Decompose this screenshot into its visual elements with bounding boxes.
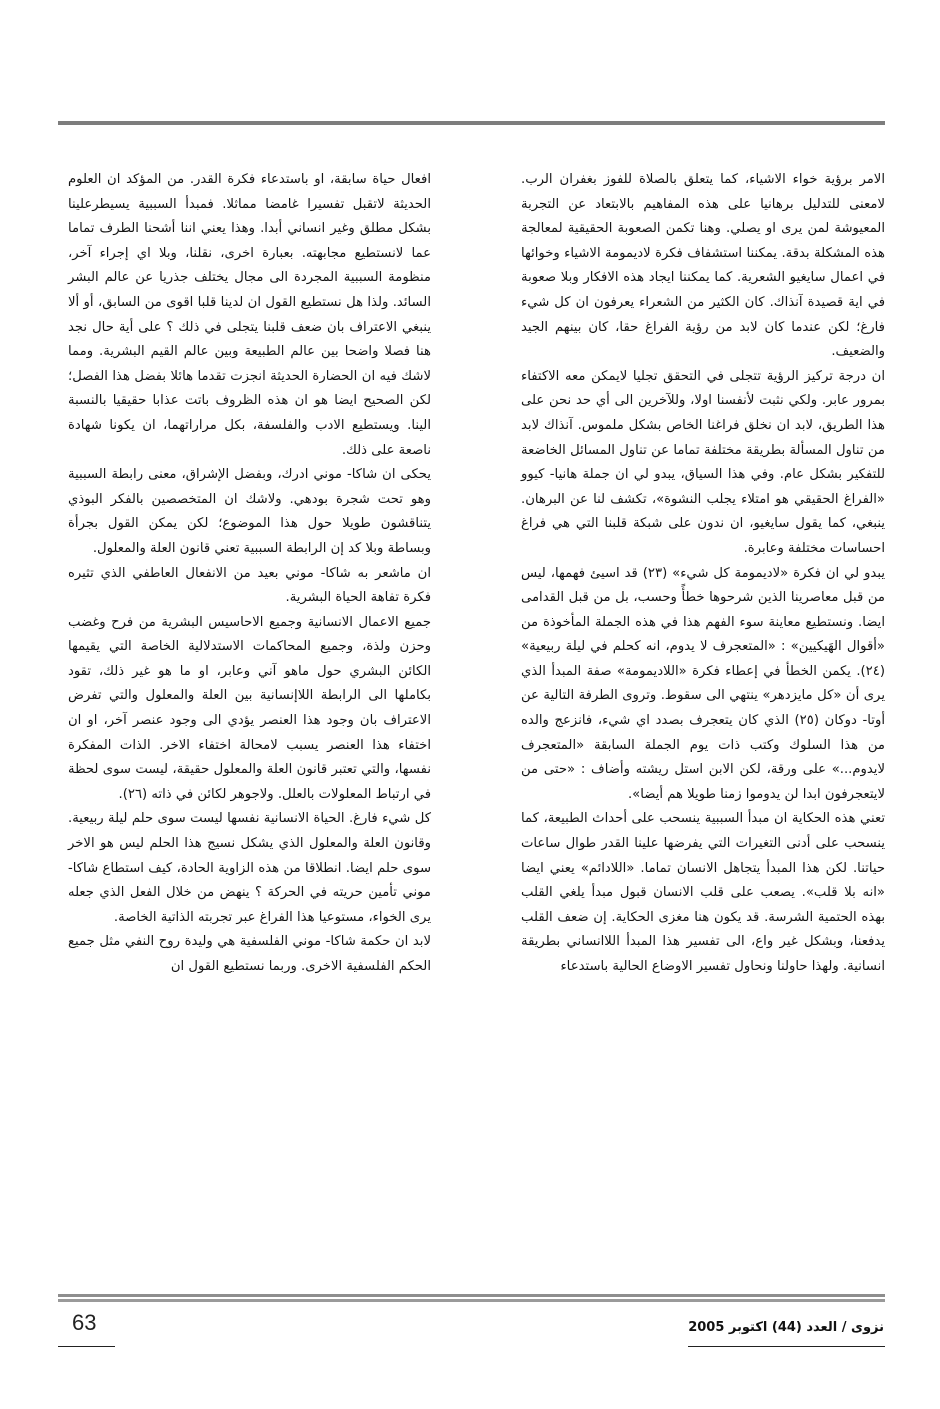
paragraph: جميع الاعمال الانسانية وجميع الاحاسيس البشرية من فرح وغضب وحزن ولذة، وجميع المحاكمات الاستدلالية الخاصة التي يقيمها الكائن البشري حول ماهو آني وعابر، او ما هو غير ذلك، تقود بكاملها الى الرابطة اللاإنسانية بين العلة والمعلول والتي تفرض الاعتراف بان وجود هذا العنصر يؤدي الى وجود عنصر آخر، او ان اختفاء هذا العنصر يسبب لامحالة اختفاء الاخر. الذات المفكرة نفسها، والتي تعتبر قانون العلة والمعلول حقيقة، ليست سوى لحظة في ارتباط المعلولات بالعلل. ولاجوهر لكائن في ذاته (٢٦). bbox=[68, 614, 431, 802]
paragraph: تعني هذه الحكاية ان مبدأ السببية ينسحب على أحداث الطبيعة، كما ينسحب على أدنى التغيرات التي يفرضها علينا القدر طوال ساعات حياتنا. لكن هذا المبدأ يتجاهل الانسان تماما. «اللادائم» يعني ايضا «انه بلا قلب». يصعب على قلب الانسان قبول مبدأ يلغي القلب بهذه الحتمية الشرسة. قد يكون هنا مغزى الحكاية. إن ضعف القلب يدفعنا، وبشكل غير واع، الى تفسير هذا المبدأ اللاانساني بطريقة انسانية. ولهذا حاولنا ونحاول تفسير الاوضاع الحالية باستدعاء bbox=[521, 811, 885, 974]
paragraph: كل شيء فارغ. الحياة الانسانية نفسها ليست سوى حلم ليلة ربيعية. وقانون العلة والمعلول الذي يشكل نسيج هذا الحلم ليس هو الاخر سوى حلم ايضا. انطلاقا من هذه الزاوية الحادة، كيف استطاع شاكا- موني تأمين حريته في الحركة ؟ ينهض من خلال الفعل الذي جعله يرى الخواء، مستوعيا هذا الفراغ عبر تجربته الذاتية الخاصة. bbox=[68, 811, 431, 925]
footer-rule-divider bbox=[58, 1294, 885, 1297]
paragraph: يحكى ان شاكا- موني ادرك، وبفضل الإشراق، معنى رابطة السببية وهو تحت شجرة بودهي. ولاشك ان المتخصصين بالفكر البوذي يتناقشون طويلا حول هذا الموضوع؛ لكن يمكن القول بجرأة وبساطة وبلا كد إن الرابطة السببية تعني قانون العلة والمعلول. bbox=[68, 467, 431, 556]
paragraph: افعال حياة سابقة، او باستدعاء فكرة القدر. من المؤكد ان العلوم الحديثة لاتقبل تفسيرا غامضا مماثلا. فمبدأ السببية يسيطرعلينا بشكل مطلق وغير انساني أبدا. وهذا يعني اننا أشحنا الطرف تماما عما لانستطيع مجابهته. بعبارة اخرى، نقلنا، وبلا اي إجراء آخر، منظومة السببية المجردة الى مجال يختلف جذريا عن عالم البشر السائد. ولذا هل نستطيع القول ان لدينا قلبا اقوى من السابق، أو ألا ينبغي الاعتراف بان ضعف قلبنا يتجلى في ذلك ؟ على أية حال نجد هنا فصلا واضحا بين عالم الطبيعة وبين عالم القيم البشرية. ومما لاشك فيه ان الحضارة الحديثة انجزت تقدما هائلا بفضل هذا الفصل؛ لكن الصحيح ايضا هو ان هذه الظروف باتت عذابا حقيقيا بالنسبة الينا. ويستطيع الادب والفلسفة، بكل مراراتهما، ان يكونا شهادة ناصعة على ذلك. bbox=[68, 172, 431, 458]
paragraph: يبدو لي ان فكرة «لاديمومة كل شيء» (٢٣) قد اسيئ فهمها، ليس من قبل معاصرينا الذين شرحوها خطأً وحسب، بل من قبل القدامى ايضا. ونستطيع معاينة سوء الفهم هذا في هذه الجملة المأخوذة من «أقوال الهَيكيين» : «المتعجرف لا يدوم، انه كحلم في ليلة ربيعية» (٢٤). يكمن الخطأ في إعطاء فكرة «اللاديمومة» صفة المبدأ الذي يرى أن «كل مايزدهر» ينتهي الى سقوط. وتروى الطرفة التالية عن أوتا- دوكان (٢٥) الذي كان يتعجرف بصدد اي شيء، فانزعج والده من هذا السلوك وكتب ذات يوم الجملة السابقة «المتعجرف لايدوم...» على ورقة، لكن الابن استل ريشته وأضاف : «حتى من لايتعجرفون ابدا لن يدوموا زمنا طويلا هم أيضا». bbox=[521, 565, 885, 802]
left-text-column bbox=[68, 168, 431, 980]
masthead-underline bbox=[688, 1346, 885, 1347]
page-number: 63 bbox=[72, 1310, 97, 1335]
paragraph: ان درجة تركيز الرؤية تتجلى في التحقق تجليا لايمكن معه الاكتفاء بمرور عابر. ولكي نثبت لأنفسنا اولا، وللآخرين الى أي حد نحن على هذا الطريق، لابد ان نخلق فراغنا الخاص بشكل ملموس. آنذاك لابد من تناول المسألة بطريقة مختلفة تماما عن تناول المسائل الخاضعة للتفكير بشكل عام. وفي هذا السياق، يبدو لي ان جملة هانيا- كيوو «الفراغ الحقيقي هو امتلاء يجلب النشوة»، تكشف لنا عن البرهان. ينبغي، كما يقول سايغيو، ان ندون على شبكة قلبنا التي هي فراغ احساسات مختلفة وعابرة. bbox=[521, 368, 885, 556]
page-number-underline bbox=[58, 1346, 115, 1347]
paragraph: لابد ان حكمة شاكا- موني الفلسفية هي وليدة روح النفي مثل جميع الحكم الفلسفية الاخرى. وربما نستطيع القول ان bbox=[68, 934, 431, 974]
right-text-column bbox=[521, 168, 885, 980]
footer-rule-divider bbox=[58, 1299, 885, 1302]
paragraph: الامر برؤية خواء الاشياء، كما يتعلق بالصلاة للفوز بغفران الرب. لامعنى للتدليل برهانيا على هذه المفاهيم بالابتعاد عن التجربة المعيوشة لمن يرى او يصلي. وهنا تكمن الصعوبة الحقيقية لمعالجة هذه المشكلة بدقة. يمكننا استشفاف فكرة لاديمومة الاشياء وخوائها في اعمال سايغيو الشعرية. كما يمكننا ايجاد هذه الافكار وبلا صعوبة في اية قصيدة آنذاك. كان الكثير من الشعراء يعرفون ان كل شيء فارغ؛ لكن عندما كان لابد من رؤية الفراغ حقا، كان بينهم الجيد والضعيف. bbox=[521, 172, 885, 360]
issue-masthead: نزوى / العدد (44) اكتوبر 2005 bbox=[688, 1320, 884, 1335]
top-rule-divider bbox=[58, 121, 885, 125]
paragraph: ان ماشعر به شاكا- موني بعيد من الانفعال العاطفي الذي تثيره فكرة تفاهة الحياة البشرية. bbox=[68, 565, 431, 606]
